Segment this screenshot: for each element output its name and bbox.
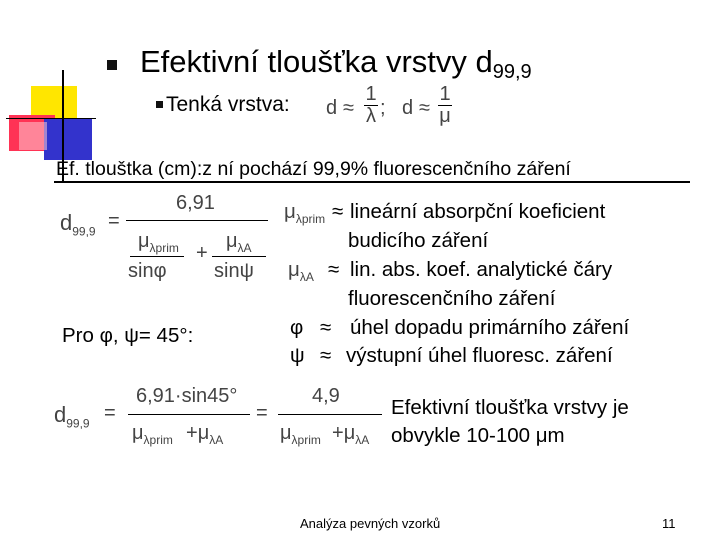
thin-layer-formula: d ≈ 1 λ ; d ≈ 1 μ xyxy=(326,83,451,127)
subtitle-bullet xyxy=(156,101,163,108)
decor-blue-square xyxy=(44,118,92,160)
definition-line: Ef. tlouštka (cm):z ní pochází 99,9% fluorescenčního záření xyxy=(56,158,571,180)
footer-text: Analýza pevných vzorků xyxy=(300,516,441,531)
definition-underline xyxy=(54,181,690,183)
page-number: 11 xyxy=(662,516,676,531)
title-bullet xyxy=(107,60,117,70)
decor-horizontal-line xyxy=(6,118,96,119)
angle-note: Pro φ, ψ= 45°: xyxy=(62,324,194,347)
slide-title: Efektivní tloušťka vrstvy $d_{99,9}$ xyxy=(140,44,532,83)
formula-effective-thickness: $d_{99,9}$ = 6,91 $\mu_{\lambda prim}$ $\mu_{\lambda A}$ + sinφ sinψ xyxy=(60,190,270,285)
subtitle-label: Tenká vrstva: xyxy=(166,93,290,116)
decor-pink-square xyxy=(19,122,47,150)
note-line-1: Efektivní tloušťka vrstvy je xyxy=(391,396,629,419)
note-line-2: obvykle 10-100 μm xyxy=(391,424,565,447)
formula-effective-thickness-45deg: $d_{99,9}$ = 6,91·sin45° $\mu_{\lambda prim}$ $+\mu_{\lambda A}$ = 4,9 $\mu_{\lambda prim}$ $+\mu_{\lambda A}$ xyxy=(54,382,384,454)
definitions-list: $\mu_{\lambda prim}$ ≈ lineární absorpční koeficient budicího záření $\mu_{\lambda A}$ ≈ lin. abs. koef. analytické čáry fluorescenčního záření φ ≈ úhel dopadu primárního záření ψ ≈ výstupní úhel fluoresc. záření xyxy=(284,200,630,367)
